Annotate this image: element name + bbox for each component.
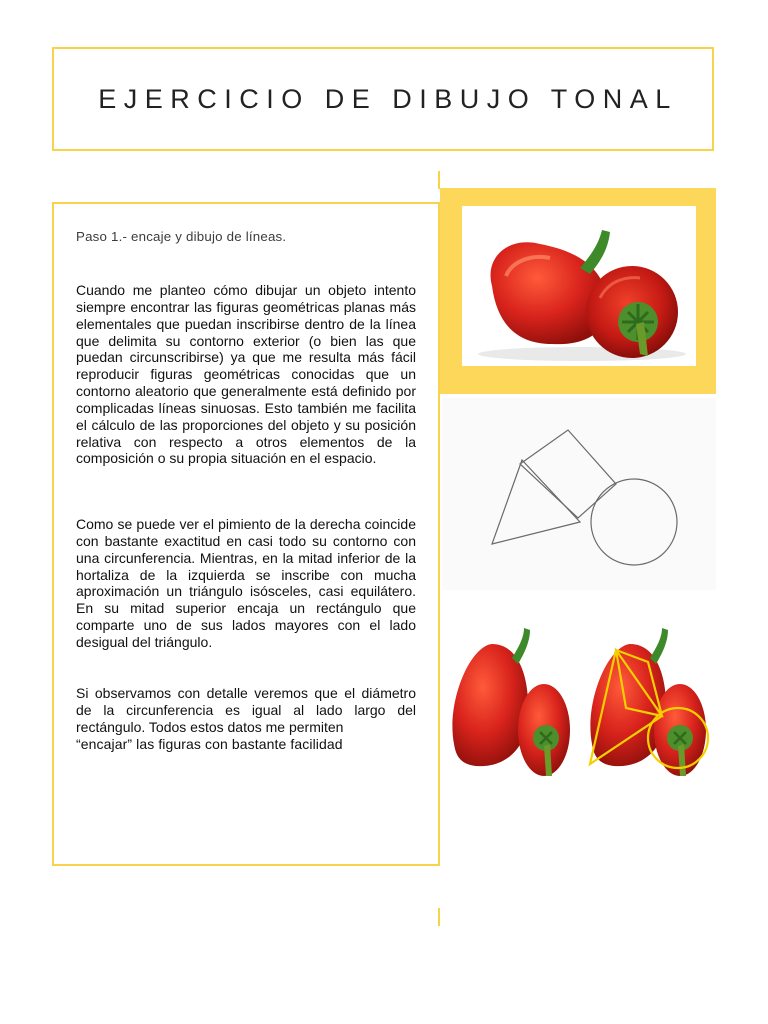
- geometric-sketch: [442, 398, 716, 590]
- title-box: [52, 47, 714, 151]
- paragraph-2: Como se puede ver el pimiento de la derecha coincide con bastante exactitud en casi todo su contorno con una circunferencia. Mientras, en la mitad inferior de la hortaliza de la izquierda se inscribe con mucha aproximación un triángulo isósceles, casi equilátero. En su mitad superior encaja un rectángulo que comparte uno de sus lados mayores con el lado desigual del triángulo.: [76, 516, 416, 650]
- left-peppers: [452, 628, 570, 776]
- page-title: EJERCICIO DE DIBUJO TONAL: [98, 83, 678, 114]
- peppers-comparison: [440, 606, 716, 796]
- paragraph-3-last-line: “encajar” las figuras con bastante facilidad: [76, 735, 343, 752]
- divider-line-bottom: [438, 908, 440, 926]
- paragraph-3: [76, 685, 416, 752]
- peppers-photo: [462, 206, 696, 366]
- paragraph-3-body: Si observamos con detalle veremos que el diámetro de la circunferencia es igual al lado largo del rectángulo. Todos estos datos me permiten: [76, 685, 416, 735]
- geometric-sketch-image: [442, 398, 716, 590]
- sketch-circle: [591, 479, 677, 565]
- peppers-comparison-image: [440, 606, 716, 796]
- peppers-photo-image: [462, 206, 696, 366]
- sketch-triangle: [492, 460, 580, 544]
- step-heading: Paso 1.- encaje y dibujo de líneas.: [76, 229, 287, 244]
- divider-line-top: [438, 171, 440, 189]
- paragraph-1: Cuando me planteo cómo dibujar un objeto intento siempre encontrar las figuras geométricas planas más elementales que puedan inscribirse dentro de la línea que delimita su contorno exterior (o bien las que puedan circunscribirse) ya que me resulta más fácil reproducir figuras geométricas conocidas que un contorno aleatorio que generalmente está definido por complicadas líneas sinuosas. Esto también me facilita el cálculo de las proporciones del objeto y su posición relativa con respecto a otros elementos de la composición o su propia situación en el espacio.: [76, 282, 416, 467]
- right-peppers: [590, 628, 708, 776]
